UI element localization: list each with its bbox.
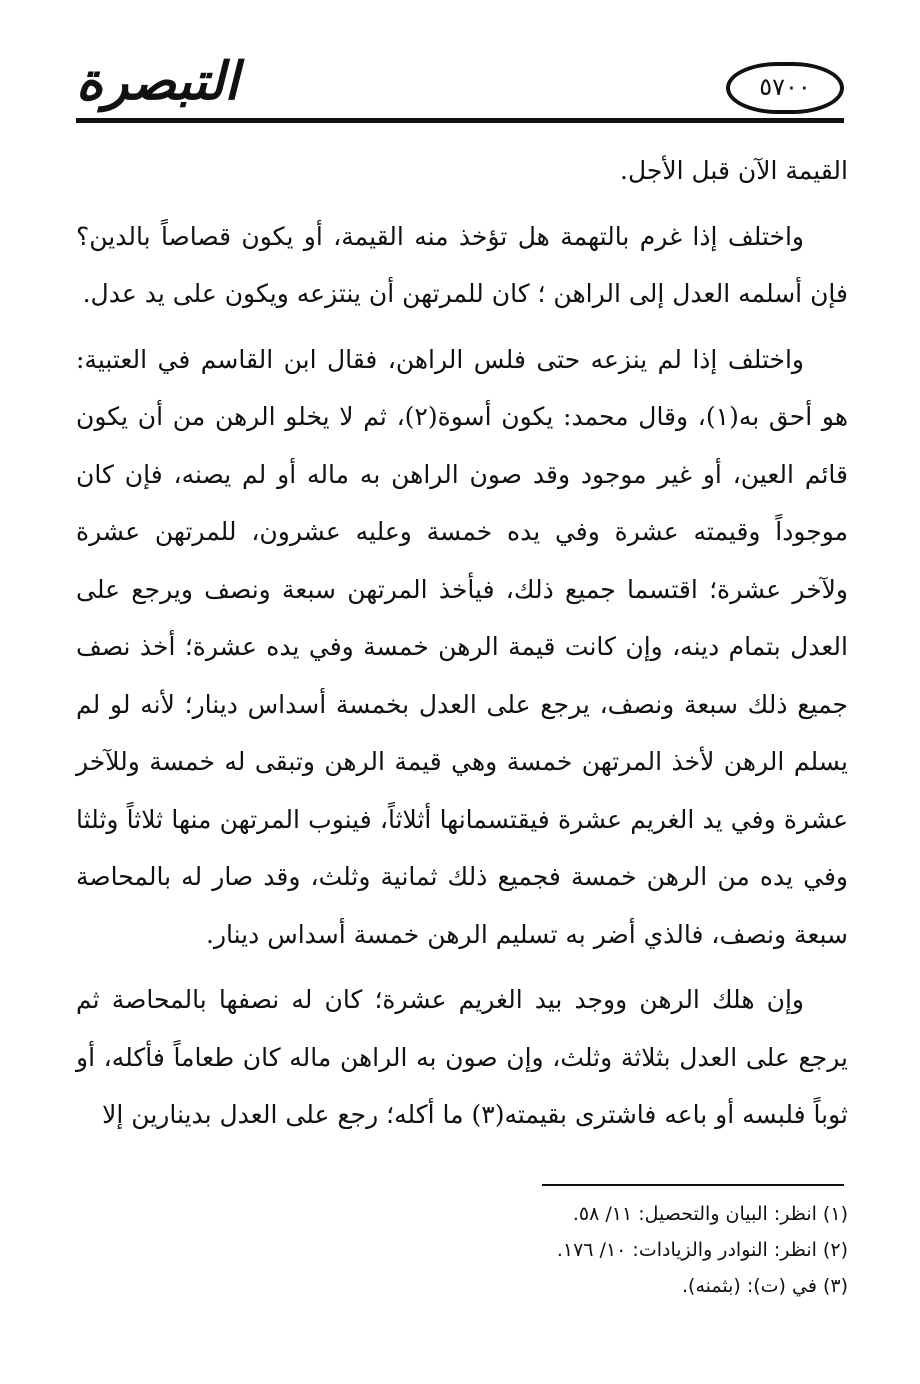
footnotes xyxy=(76,1196,848,1304)
paragraph-4: وإن هلك الرهن ووجد بيد الغريم عشرة؛ كان له نصفها بالمحاصة ثم يرجع على العدل بثلاثة وثلث، وإن صون به الراهن ماله كان طعاماً فأكله، أو ثوباً فلبسه أو باعه فاشترى بقيمته(٣) ما أكله؛ رجع على العدل بدينارين إلا xyxy=(76,985,848,1129)
footnote-2: (٢) انظر: النوادر والزيادات: ١٠/ ١٧٦. xyxy=(556,1239,848,1261)
page-number-frame xyxy=(726,62,844,114)
page-number: ٥٧٠٠ xyxy=(759,73,811,101)
paragraph-1: القيمة الآن قبل الأجل. xyxy=(620,156,848,185)
footnote-rule xyxy=(542,1184,844,1186)
footnote-1: (١) انظر: البيان والتحصيل: ١١/ ٥٨. xyxy=(572,1203,848,1225)
body-text xyxy=(76,142,848,1144)
book-title: التبصرة xyxy=(76,51,239,112)
paragraph-2: واختلف إذا غرم بالتهمة هل تؤخذ منه القيمة، أو يكون قصاصاً بالدين؟فإن أسلمه العدل إلى الراهن ؛ كان للمرتهن أن ينتزعه ويكون على يد عدل. xyxy=(76,221,848,308)
page-header xyxy=(76,46,844,126)
paragraph-3: واختلف إذا لم ينزعه حتى فلس الراهن، فقال ابن القاسم في العتبية: هو أحق به(١)، وقال محمد: يكون أسوة(٢)، ثم لا يخلو الرهن من أن يكون قائم العين، أو غير موجود وقد صون الراهن به ماله أو لم يصنه، فإن كان موجوداً وقيمته عشرة وفي يده خمسة وعليه عشرون، للمرتهن عشرة ولآخر عشرة؛ اقتسما جميع ذلك، فيأخذ المرتهن سبعة ونصف ويرجع على العدل بتمام دينه، وإن كانت قيمة الرهن خمسة وفي يده عشرة؛ أخذ نصف جميع ذلك سبعة ونصف، يرجع على العدل بخمسة أسداس دينار؛ لأنه لو لم يسلم الرهن لأخذ المرتهن خمسة وهي قيمة الرهن وتبقى له خمسة وللآخر عشرة وفي يد الغريم عشرة فيقتسمانها أثلاثاً، فينوب المرتهن منها ثلاثاً وثلثا وفي يده من الرهن خمسة فجميع ذلك ثمانية وثلث، وقد صار له بالمحاصة سبعة ونصف، فالذي أضر به تسليم الرهن خمسة أسداس دينار. xyxy=(76,344,849,949)
footnote-3: (٣) في (ت): (بثمنه). xyxy=(682,1275,848,1297)
header-rule xyxy=(76,118,844,123)
